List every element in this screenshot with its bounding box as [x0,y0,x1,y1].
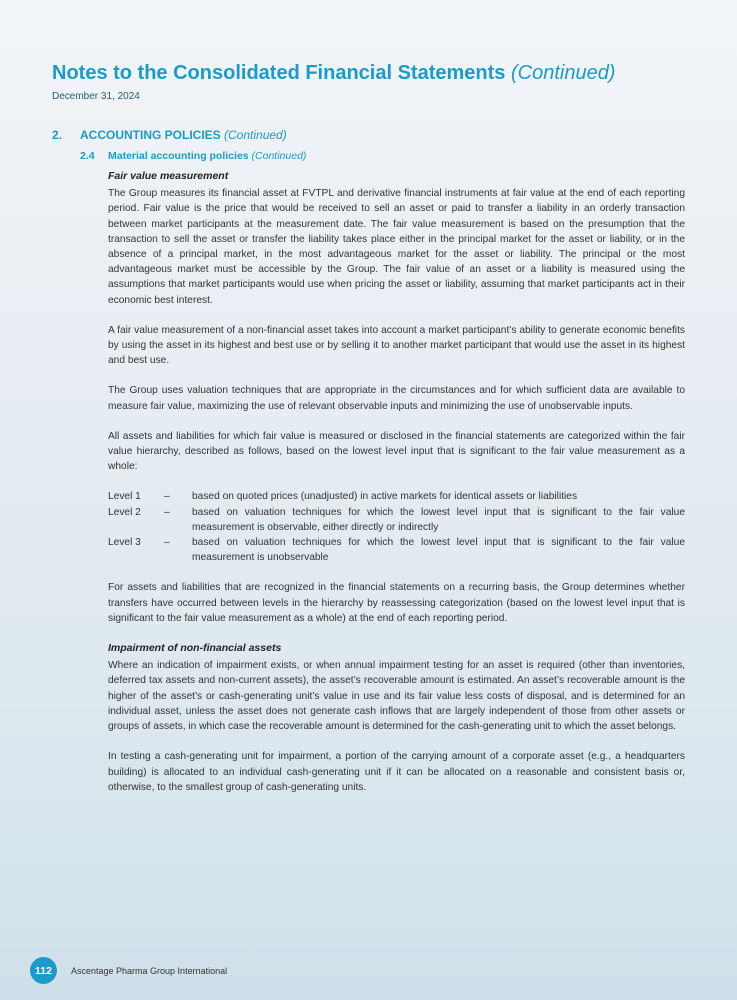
section-number: 2. [52,128,63,142]
impairment-paragraph: Where an indication of impairment exists, or when annual impairment testing for an asset is required (other than inventories, deferred tax assets and non-current assets), the asset’s recoverable amount is estimated. An asset’s recoverable amount is the higher of the asset’s or cash-generating unit’s value in use and its fair value less costs of disposal, and is determined for an individual asset, unless the asset does not generate cash inflows that are largely independent of those from other assets or groups of assets, in which case the recoverable amount is determined for the cash-generating unit to which the asset belongs. [108,660,685,733]
section-continued: (Continued) [224,128,287,142]
page-title-text: Notes to the Consolidated Financial Statements [52,62,506,84]
level-dash: – [164,506,170,518]
level-dash: – [164,491,170,503]
fair-value-paragraph: A fair value measurement of a non-financial asset takes into account a market participant’s ability to generate economic benefits by using the asset in its highest and best use or by selling it to another market participant that would use the asset in its highest and best use. [108,324,685,367]
section-title [80,128,287,142]
subsection-title-text: Material accounting policies [108,150,249,162]
subsection-title [108,150,306,162]
notes-body [108,169,685,810]
hierarchy-level-1 [108,489,685,504]
subsection-continued: (Continued) [251,150,307,162]
hierarchy-level-2 [108,505,685,535]
fair-value-heading: Fair value measurement [108,170,229,182]
company-name: Ascentage Pharma Group International [71,965,228,976]
impairment-paragraph: In testing a cash-generating unit for impairment, a portion of the carrying amount of a corporate asset (e.g., a headquarters building) is allocated to an individual cash-generating unit if it can be allocated on a reasonable and consistent basis or, otherwise, to the smallest group of cash-generating units. [108,751,685,793]
page-footer [30,957,227,984]
level-name: Level 2 [108,506,141,518]
hierarchy-level-3 [108,535,685,565]
fair-value-paragraph: All assets and liabilities for which fair value is measured or disclosed in the financial statements are categorized within the fair value hierarchy, described as follows, based on the lowest level input that is significant to the fair value measurement as a whole: [108,430,685,473]
fair-value-paragraph: The Group measures its financial asset at FVTPL and derivative financial instruments at fair value at the end of each reporting period. Fair value is the price that would be received to sell an asset or paid to transfer a liability in an orderly transaction between market participants at the measurement date. The fair value measurement is based on the presumption that the transaction to sell the asset or transfer the liability takes place either in the principal market for the asset or liability, or in the absence of a principal market, in the most advantageous market for the asset or liability. The principal or the most advantageous market must be accessible by the Group. The fair value of an asset or a liability is measured using the assumptions that market participants would use when pricing the asset or liability, assuming that market participants act in their economic best interest. [108,188,685,306]
page-title-continued: (Continued) [510,62,616,84]
fair-value-hierarchy-list [108,489,685,565]
page-number-badge: 112 [30,957,57,984]
subsection-number: 2.4 [80,150,95,162]
page-title [52,62,615,85]
level-dash: – [164,537,170,549]
fair-value-closing-paragraph: For assets and liabilities that are recognized in the financial statements on a recurring basis, the Group determines whether transfers have occurred between levels in the hierarchy by reassessing categorization (based on the lowest level input that is significant to the fair value measurement as a whole) at the end of each reporting period. [108,582,685,624]
impairment-heading: Impairment of non-financial assets [108,642,282,655]
level-name: Level 3 [108,537,141,549]
fair-value-paragraph: The Group uses valuation techniques that are appropriate in the circumstances and for which sufficient data are available to measure fair value, maximizing the use of relevant observable inputs and minimizing the use of unobservable inputs. [108,385,685,412]
level-name: Level 1 [108,491,141,503]
section-title-text: ACCOUNTING POLICIES [80,128,221,142]
level-description: based on valuation techniques for which the lowest level input that is significant to the fair value measurement is unobservable [192,537,685,564]
report-date: December 31, 2024 [52,91,140,102]
level-description: based on valuation techniques for which the lowest level input that is significant to the fair value measurement is observable, either directly or indirectly [192,506,685,533]
level-description: based on quoted prices (unadjusted) in active markets for identical assets or liabilities [192,491,578,503]
